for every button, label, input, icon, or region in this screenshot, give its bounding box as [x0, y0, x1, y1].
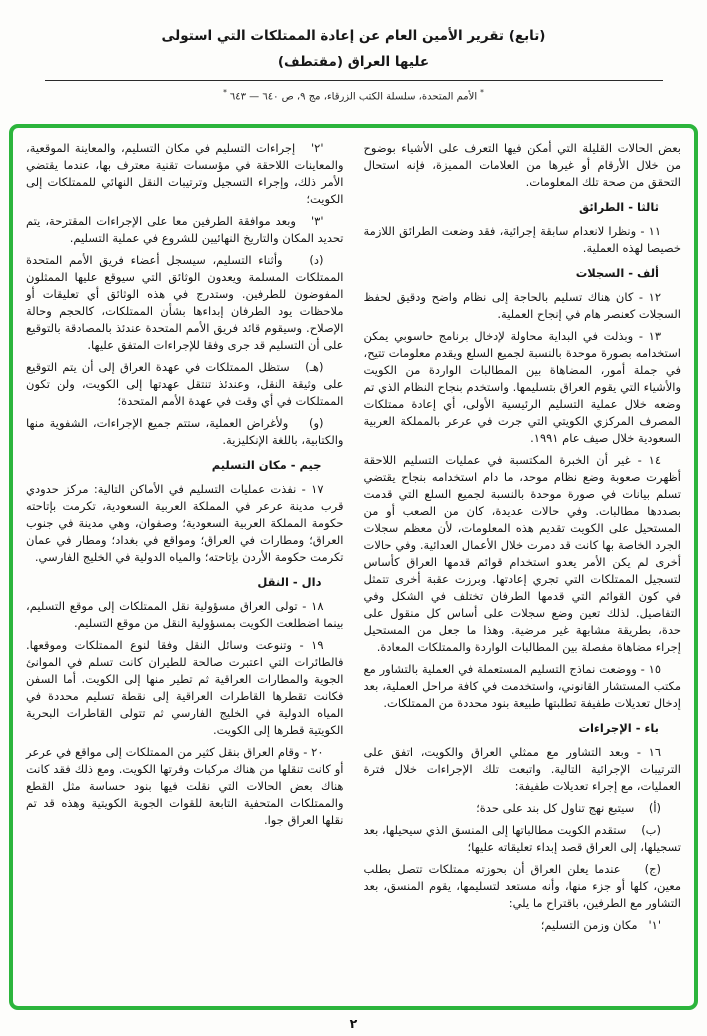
paragraph: ٢٠ - وقام العراق بنقل كثير من الممتلكات إلى مواقع في عرعر أو كانت تنقلها من هناك مركبات وفرتها الكويت. ومع ذلك فقد كانت هناك بعض الحالات التي نقلت فيها بنود حساسة مثل القطع والممتلكات المتحفية التابعة للقوات الجوية الكويتية وهذه قد تم نقلها العراق جوا.	[26, 745, 344, 827]
paragraph: '٢' إجراءات التسليم في مكان التسليم، والمعاينة الموقعية، والمعاينات اللاحقة في مؤسسات تقنية معترف بها، عندما يقتضي الأمر ذلك، وإجراء التسجيل وترتيبات النقل النهائي للممتلكات إلى الكويت؛	[26, 141, 344, 206]
section-heading: جيم - مكان التسليم	[211, 458, 322, 472]
paragraph: ١١ - ونظرا لانعدام سابقة إجرائية، فقد وضعت الطرائق اللازمة خصيصا لهذه العملية.	[363, 224, 681, 255]
source-note-text: الأمم المتحدة، سلسلة الكتب الزرقاء، مج ٩، ص ٦٤٠ — ٦٤٣	[229, 91, 478, 103]
paragraph: ١٦ - وبعد التشاور مع ممثلي العراق والكويت، اتفق على الترتيبات الإجرائية التالية. واتبعت تلك الإجراءات خلال فترة العمليات، مع إجراء تعديلات طفيفة:	[363, 745, 681, 793]
text-columns	[26, 140, 681, 998]
paragraph: (ب) ستقدم الكويت مطالباتها إلى المنسق الذي سيحيلها، بعد تسجيلها، إلى العراق قصد إبداء تعليقاته عليها؛	[363, 823, 681, 854]
section-heading: ألف - السجلات	[575, 266, 659, 280]
footnote-mark-end: *	[223, 88, 227, 97]
document-title-line2: عليها العراق (مقتطف)	[277, 54, 430, 70]
paragraph: (د) وأثناء التسليم، سيسجل أعضاء فريق الأمم المتحدة الممتلكات المسلمة ويعدون الوثائق التي سيوقع عليها الممثلون المفوضون للطرفين. وستدرج في هذه الوثائق أي تعليقات أو ملاحظات يود الطرفان إبداءها بشأن الممتلكات، كالحجم وحالة الإصلاح. وسيقوم قائد فريق الأمم المتحدة عندئذ بالمصادقة بالتوقيع على أن التسليم قد جرى وفقا للإجراءات المتفق عليها.	[26, 253, 344, 352]
paragraph: '٣' وبعد موافقة الطرفين معا على الإجراءات المقترحة، يتم تحديد المكان والتاريخ النهائيين للشروع في عملية التسليم.	[26, 214, 344, 245]
section-heading: باء - الإجراءات	[578, 721, 659, 735]
column-left	[26, 140, 344, 998]
paragraph: (أ) سيتبع نهج تناول كل بند على حدة؛	[476, 801, 661, 815]
paragraph: ١٢ - كان هناك تسليم بالحاجة إلى نظام واضح ودقيق لحفظ السجلات كعنصر هام في إنجاح العملية.	[363, 290, 681, 321]
header-divider-rule	[45, 80, 663, 81]
section-heading: ثالثا - الطرائق	[579, 200, 659, 214]
document-header	[0, 0, 707, 102]
paragraph: (و) ولأغراض العملية، ستتم جميع الإجراءات، الشفوية منها والكتابية، باللغة الإنكليزية.	[26, 416, 344, 447]
page-number: ٢	[349, 1016, 358, 1031]
paragraph: ١٧ - نفذت عمليات التسليم في الأماكن التالية: مركز حدودي قرب مدينة عرعر في المملكة العربية السعودية، تكرمت بإتاحته حكومة المملكة العربية السعودية؛ وصفوان، وهي مدينة في جنوب العراق؛ ومطارات في العراق؛ ومواقع في بغداد؛ ومطار في عمان تكرمت حكومة الأردن بإتاحته؛ والمياه الدولية في الخليج الفارسي.	[26, 482, 344, 564]
paragraph: ١٥ - ووضعت نماذج التسليم المستعملة في العملية بالتشاور مع مكتب المستشار القانوني، واستخدمت في كافة مراحل العملية، بعد إدخال تعديلات طفيفة تطلبتها طبيعة بنود محددة من الممتلكات.	[363, 662, 681, 710]
content-border-box	[9, 124, 698, 1010]
footnote-mark-start: *	[480, 88, 484, 97]
paragraph: بعض الحالات القليلة التي أمكن فيها التعرف على الأشياء بوضوح من خلال الأرقام أو غيرها من العلامات المميزة، فإنه استحال التحقق من صحة تلك المعلومات.	[363, 141, 681, 189]
document-title-line1: (تابع) تقرير الأمين العام عن إعادة الممتلكات التي استولى	[161, 28, 546, 44]
paragraph: (هـ) ستظل الممتلكات في عهدة العراق إلى أن يتم التوقيع على وثيقة النقل، وعندئذ تنتقل عهدتها إلى الكويت، ولن تكون الممتلكات في أي وقت في عهدة الأمم المتحدة؛	[26, 360, 344, 408]
paragraph: '١' مكان وزمن التسليم؛	[540, 918, 661, 932]
paragraph: ١٩ - وتنوعت وسائل النقل وفقا لنوع الممتلكات وموقعها. فالطائرات التي اعتبرت صالحة للطيران كانت تسلم في الموانئ الجوية والمطارات العراقية ثم تطير منها إلى الكويت. أما السفن فكانت تقطرها القاطرات العراقية إلى نقطة تسليم محددة في المياه الدولية في الخليج الفارسي ثم تتولى القاطرات البحرية الكويتية قطرها إلى الكويت.	[26, 638, 344, 737]
paragraph: ١٤ - غير أن الخبرة المكتسبة في عمليات التسليم اللاحقة أظهرت صعوبة وضع نظام موحد، ما دام استخدامه بنجاح يقتضي تسلم بيانات في صورة موحدة بالنسبة لجميع السلع التي قدمت بصددها مطالبات. وفي حالات عديدة، كان من الصعب أو من المستحيل على الكويت تقديم هذه المعلومات، لأن معظم سجلات الجرد الخاصة بها كانت قد دمرت خلال الأعمال العدائية. وفي حالات أخرى لم يكن الأمر يعدو استخدام قوائم قدمها العراق كأساس لتسجيل الممتلكات التي تجري إعادتها. وبرزت عقبة أخرى تتمثل في كون القوائم التي قدمها الطرفان تختلف في الشكل وفي التفاصيل. لذلك تعين وضع سجلات على أساس كل منقول على حدة، بطريقة مشابهة غير مرضية. وهذا ما جعل من المستحيل إجراء مضاهاة مفصلة بين المطالبات الواردة والممتلكات المعادة.	[363, 453, 681, 654]
paragraph: (ج) عندما يعلن العراق أن بحوزته ممتلكات تتصل بطلب معين، كلها أو جزء منها، وأنه مستعد لتسليمها، يقوم المنسق، بعد التشاور مع الطرفين، باقتراح ما يلي:	[363, 862, 681, 910]
column-right	[364, 140, 682, 998]
paragraph: ١٨ - تولى العراق مسؤولية نقل الممتلكات إلى موقع التسليم، بينما اضطلعت الكويت بمسؤولية النقل من موقع التسليم.	[26, 599, 344, 630]
section-heading: دال - النقل	[257, 575, 322, 589]
source-note	[0, 88, 707, 102]
paragraph: ١٣ - وبذلت في البداية محاولة لإدخال برنامج حاسوبي يمكن استخدامه بصورة موحدة بالنسبة لجميع السلع ويقدم معلومات تتيح، في جملة أمور، المضاهاة بين المطالبات الواردة من الكويت والأشياء التي يقوم العراق بتسليمها. واستخدم بنجاح النظام الذي تم وضعه خلال عملية التسليم الرئيسية الأولى، أي إعادة ممتلكات المصرف المركزي الكويتي التي جرت في عرعر بالمملكة العربية السعودية خلال صيف عام ١٩٩١.	[363, 329, 681, 445]
